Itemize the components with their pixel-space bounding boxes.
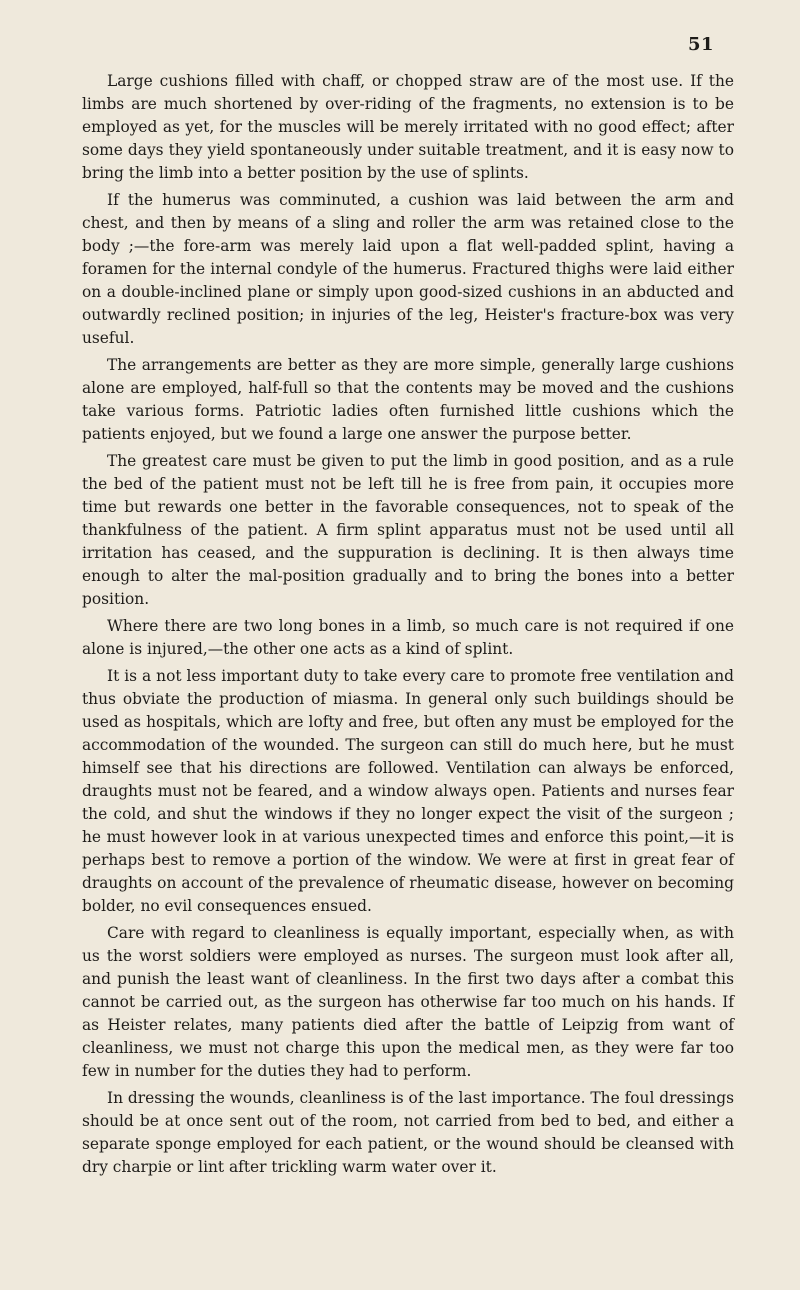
page-number: 51 — [687, 34, 714, 55]
paragraph: Large cushions filled with chaff, or chopped straw are of the most use. If the limbs are much shortened by over-riding of the fragments, no extension is to be employed as yet, for the muscles will be merely irritated with no good effect; after some days they yield spontaneously under suitable treatment, and it is easy now to bring the limb into a better position by the use of splints. — [82, 72, 734, 182]
paragraph: The arrangements are better as they are more simple, generally large cushions alone are employed, half-full so that the contents may be moved and the cushions take various forms. Patriotic ladies often furnished little cushions which the patients enjoyed, but we found a large one answer the purpose better. — [82, 356, 734, 443]
body-text — [82, 70, 734, 1179]
paragraph: In dressing the wounds, cleanliness is of the last importance. The foul dressings should be at once sent out of the room, not carried from bed to bed, and either a separate sponge employed for each patient, or the wound should be cleansed with dry charpie or lint after trickling warm water over it. — [82, 1089, 734, 1176]
paragraph: It is a not less important duty to take every care to promote free ventilation and thus obviate the production of miasma. In general only such buildings should be used as hospitals, which are lofty and free, but often any must be employed for the accommodation of the wounded. The surgeon can still do much here, but he must himself see that his directions are followed. Ventilation can always be enforced, draughts must not be feared, and a window always open. Patients and nurses fear the cold, and shut the windows if they no longer expect the visit of the surgeon ; he must however look in at various unexpected times and enforce this point,—it is perhaps best to remove a portion of the window. We were at first in great fear of draughts on account of the prevalence of rheumatic disease, however on becoming bolder, no evil consequences ensued. — [82, 667, 734, 915]
paragraph: The greatest care must be given to put the limb in good position, and as a rule the bed of the patient must not be left till he is free from pain, it occupies more time but rewards one better in the favorable consequences, not to speak of the thankfulness of the patient. A firm splint apparatus must not be used until all irritation has ceased, and the suppuration is declining. It is then always time enough to alter the mal-position gradually and to bring the bones into a better position. — [82, 452, 734, 608]
paragraph: If the humerus was comminuted, a cushion was laid between the arm and chest, and then by means of a sling and roller the arm was retained close to the body ;—the fore-arm was merely laid upon a flat well-padded splint, having a foramen for the internal condyle of the humerus. Fractured thighs were laid either on a double-inclined plane or simply upon good-sized cushions in an abducted and outwardly reclined position; in injuries of the leg, Heister's fracture-box was very useful. — [82, 191, 734, 347]
paragraph: Care with regard to cleanliness is equally important, especially when, as with us the worst soldiers were employed as nurses. The surgeon must look after all, and punish the least want of cleanliness. In the first two days after a combat this cannot be carried out, as the surgeon has otherwise far too much on his hands. If as Heister relates, many patients died after the battle of Leipzig from want of cleanliness, we must not charge this upon the medical men, as they were far too few in number for the duties they had to perform. — [82, 924, 734, 1080]
paragraph: Where there are two long bones in a limb, so much care is not required if one alone is injured,—the other one acts as a kind of splint. — [82, 617, 734, 658]
